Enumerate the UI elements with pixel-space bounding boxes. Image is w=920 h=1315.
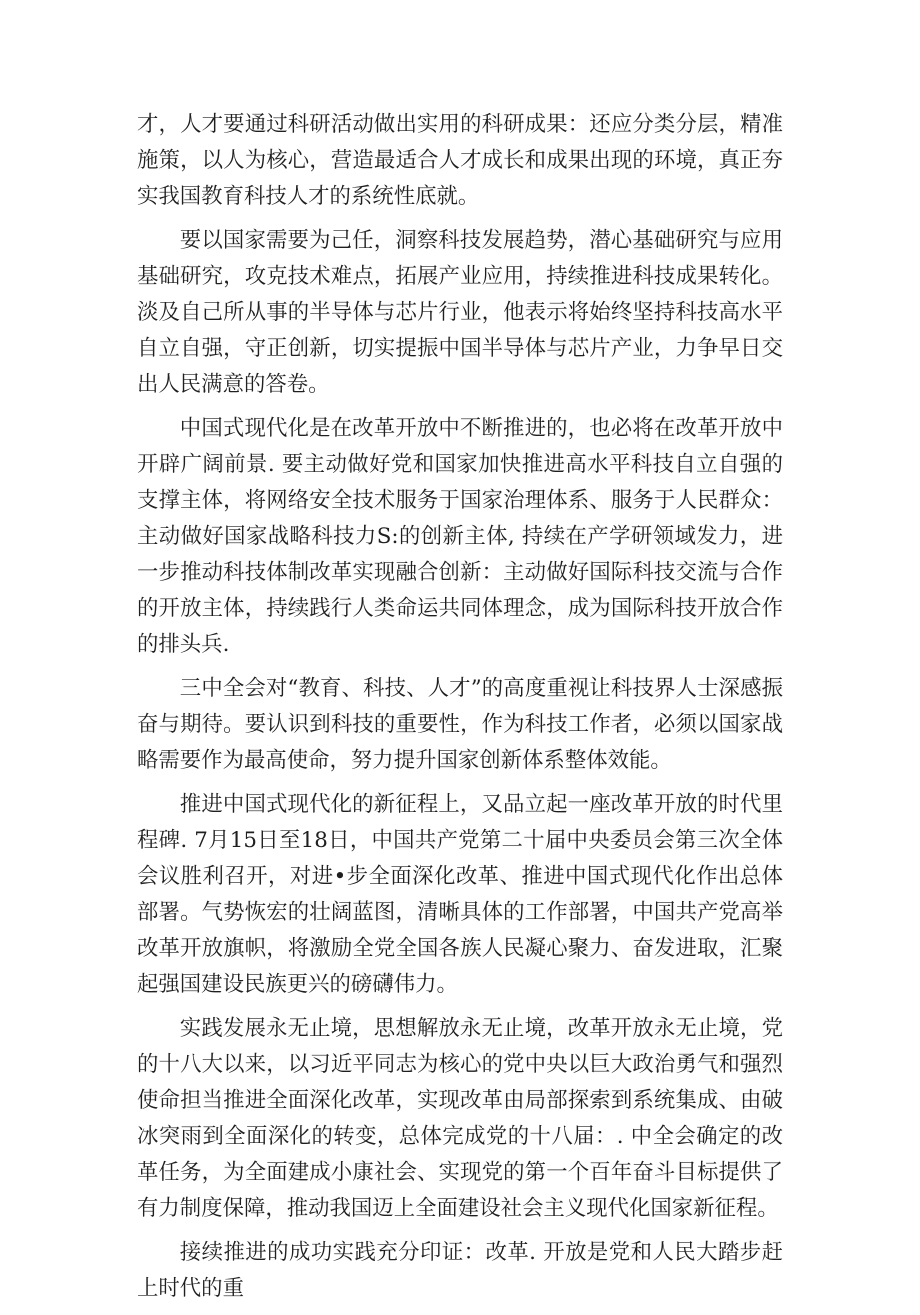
paragraph: 推进中国式现代化的新征程上，又品立起一座改革开放的时代里程碑. 7月15日至18日，中国共产党第二十届中央委员会第三次全体会议胜利召开，对进•步全面深化改革、推进中国式现代化作出总体部署。气势恢宏的壮阔蓝图，清晰具体的工作部署，中国共产党高举改革开放旗帜，将激励全党全国各族人民凝心聚力、奋发进取，汇聚起强国建设民族更兴的磅礴伟力。 [137,792,783,997]
paragraph: 三中全会对“教育、科技、人才”的高度重视让科技界人士深感振奋与期待。要认识到科技的重要性，作为科技工作者，必须以国家战略需要作为最高使命，努力提升国家创新体系整体效能。 [137,676,783,773]
paragraph: 中国式现代化是在改革开放中不断推进的，也必将在改革开放中开辟广阔前景. 要主动做好党和国家加快推进高水平科技自立自强的支撑主体，将网络安全技术服务于国家治理体系、服务于人民群众：主动做好国家战略科技力S:的创新主体, 持续在产学研领域发力，进一步推动科技体制改革实现融合创新：主动做好国际科技交流与合作的开放主体，持续践行人类命运共同体理念，成为国际科技开放合作的排头兵. [137,416,783,657]
document-body [137,107,783,1315]
paragraph: 接续推进的成功实践充分印证：改革. 开放是党和人民大踏步赶上时代的重 [137,1240,783,1301]
paragraph: 要以国家需要为己任，洞察科技发展趋势，潜心基础研究与应用基础研究，攻克技术难点，拓展产业应用，持续推进科技成果转化。淡及自己所从事的半导体与芯片行业，他表示将始终坚持科技高水平自立自强，守正创新，切实提振中国半导体与芯片产业，力争早日交出人民满意的答卷。 [137,228,783,397]
paragraph: 实践发展永无止境，思想解放永无止境，改革开放永无止境，党的十八大以来，以习近平同志为核心的党中央以巨大政治勇气和强烈使命担当推进全面深化改革，实现改革由局部探索到系统集成、由破冰突雨到全面深化的转变，总体完成党的十八届：. 中全会确定的改革任务，为全面建成小康社会、实现党的第一个百年奋斗目标提供了有力制度保障，推动我国迈上全面建设社会主义现代化国家新征程。 [137,1016,783,1221]
paragraph-continuation: 才，人才要通过科研活动做出实用的科研成果：还应分类分层，精准施策，以人为核心，营造最适合人才成长和成果出现的环境，真正夯实我国教育科技人才的系统性底就。 [137,112,783,209]
